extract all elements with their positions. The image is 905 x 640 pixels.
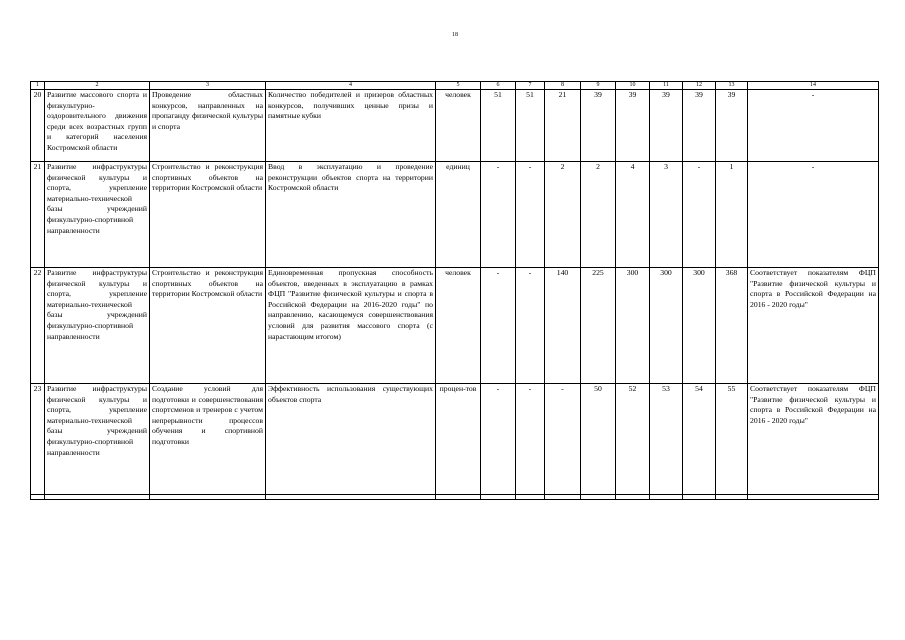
- empty-cell: [45, 495, 150, 500]
- empty-cell: [650, 495, 683, 500]
- indicators-table: [30, 81, 879, 500]
- indicator-cell: Эффективность использования существующих объектов спорта: [266, 384, 436, 495]
- column-number: 3: [150, 82, 266, 90]
- value-cell: 300: [650, 268, 683, 384]
- event-cell: Строительство и реконструкция спортивных объектов на территории Костромской области: [150, 268, 266, 384]
- value-cell: 52: [616, 384, 650, 495]
- note-cell: Соответствует показателям ФЦП "Развитие физической культуры и спорта в Российской Федерации на 2016 - 2020 годы": [748, 384, 879, 495]
- column-number: 6: [481, 82, 516, 90]
- indicator-cell: Единовременная пропускная способность объектов, введенных в эксплуатацию в рамках ФЦП "Развитие физической культуры и спорта в Российской Федерации на 2016-2020 годы" по направлению, касающемуся совершенствования условий для развития массового спорта (с нарастающим итогом): [266, 268, 436, 384]
- event-cell: Создание условий для подготовки и совершенствования спортсменов и тренеров с учетом непрерывности процессов обучения и спортивной подготовки: [150, 384, 266, 495]
- value-cell: 1: [716, 162, 748, 268]
- empty-row: [31, 495, 879, 500]
- column-number: 2: [45, 82, 150, 90]
- value-cell: 4: [616, 162, 650, 268]
- value-cell: 39: [581, 90, 616, 162]
- empty-cell: [545, 495, 581, 500]
- value-cell: 51: [481, 90, 516, 162]
- direction-cell: Развитие массового спорта и физкультурно-оздоровительного движения среди всех возрастных групп и категорий населения Костромской области: [45, 90, 150, 162]
- empty-cell: [436, 495, 481, 500]
- column-number: 10: [616, 82, 650, 90]
- table-row: [31, 268, 879, 384]
- column-number: 12: [683, 82, 716, 90]
- value-cell: 51: [516, 90, 545, 162]
- value-cell: 21: [545, 90, 581, 162]
- unit-cell: человек: [436, 90, 481, 162]
- table-row: [31, 384, 879, 495]
- note-cell: -: [748, 90, 879, 162]
- empty-cell: [31, 495, 45, 500]
- empty-cell: [150, 495, 266, 500]
- value-cell: 39: [716, 90, 748, 162]
- column-number: 5: [436, 82, 481, 90]
- row-number: 23: [31, 384, 45, 495]
- direction-cell: Развитие инфраструктуры физической культуры и спорта, укрепление материально-технической базы учреждений физкультурно-спортивной направленности: [45, 162, 150, 268]
- value-cell: -: [516, 268, 545, 384]
- value-cell: 55: [716, 384, 748, 495]
- empty-cell: [581, 495, 616, 500]
- value-cell: 3: [650, 162, 683, 268]
- empty-cell: [748, 495, 879, 500]
- value-cell: -: [516, 384, 545, 495]
- column-number: 9: [581, 82, 616, 90]
- column-number-row: [31, 82, 879, 90]
- table-row: [31, 162, 879, 268]
- empty-cell: [716, 495, 748, 500]
- value-cell: 39: [650, 90, 683, 162]
- event-cell: Строительство и реконструкция спортивных объектов на территории Костромской области: [150, 162, 266, 268]
- value-cell: 140: [545, 268, 581, 384]
- value-cell: 300: [683, 268, 716, 384]
- value-cell: -: [481, 162, 516, 268]
- value-cell: -: [683, 162, 716, 268]
- indicator-cell: Ввод в эксплуатацию и проведение реконструкции объектов спорта на территории Костромской области: [266, 162, 436, 268]
- column-number: 11: [650, 82, 683, 90]
- note-cell: Соответствует показателям ФЦП "Развитие физической культуры и спорта в Российской Федерации на 2016 - 2020 годы": [748, 268, 879, 384]
- table-row: [31, 90, 879, 162]
- direction-cell: Развитие инфраструктуры физической культуры и спорта, укрепление материально-технической базы учреждений физкультурно-спортивной направленности: [45, 384, 150, 495]
- empty-cell: [616, 495, 650, 500]
- column-number: 13: [716, 82, 748, 90]
- column-number: 4: [266, 82, 436, 90]
- empty-cell: [266, 495, 436, 500]
- row-number: 20: [31, 90, 45, 162]
- value-cell: 53: [650, 384, 683, 495]
- empty-cell: [516, 495, 545, 500]
- column-number: 7: [516, 82, 545, 90]
- event-cell: Проведение областных конкурсов, направленных на пропаганду физической культуры и спорта: [150, 90, 266, 162]
- value-cell: -: [516, 162, 545, 268]
- value-cell: 225: [581, 268, 616, 384]
- column-number: 8: [545, 82, 581, 90]
- value-cell: 368: [716, 268, 748, 384]
- empty-cell: [481, 495, 516, 500]
- row-number: 21: [31, 162, 45, 268]
- empty-cell: [683, 495, 716, 500]
- value-cell: -: [481, 384, 516, 495]
- value-cell: 54: [683, 384, 716, 495]
- value-cell: -: [545, 384, 581, 495]
- page-number: 18: [452, 32, 458, 38]
- value-cell: 39: [683, 90, 716, 162]
- value-cell: 2: [545, 162, 581, 268]
- column-number: 1: [31, 82, 45, 90]
- row-number: 22: [31, 268, 45, 384]
- unit-cell: процен-тов: [436, 384, 481, 495]
- value-cell: 39: [616, 90, 650, 162]
- indicator-cell: Количество победителей и призеров областных конкурсов, получивших ценные призы и памятные кубки: [266, 90, 436, 162]
- note-cell: -: [748, 162, 879, 268]
- value-cell: 300: [616, 268, 650, 384]
- unit-cell: единиц: [436, 162, 481, 268]
- unit-cell: человек: [436, 268, 481, 384]
- value-cell: 50: [581, 384, 616, 495]
- direction-cell: Развитие инфраструктуры физической культуры и спорта, укрепление материально-технической базы учреждений физкультурно-спортивной направленности: [45, 268, 150, 384]
- value-cell: -: [481, 268, 516, 384]
- column-number: 14: [748, 82, 879, 90]
- value-cell: 2: [581, 162, 616, 268]
